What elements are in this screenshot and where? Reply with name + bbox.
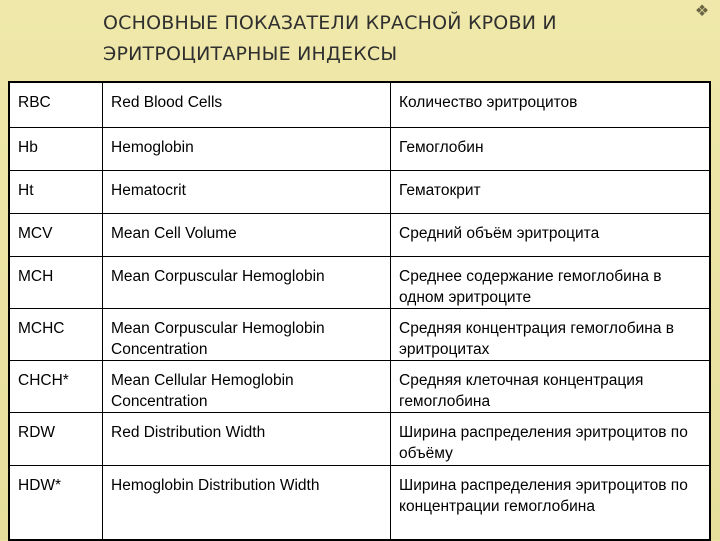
table-row (9, 308, 710, 360)
abbr-cell: Ht (9, 170, 103, 213)
english-cell: Hemoglobin (103, 127, 391, 170)
table-row (9, 360, 710, 412)
abbr-cell: RBC (9, 82, 103, 127)
corner-ornament-icon: ❖ (694, 3, 710, 20)
russian-cell: Гематокрит (391, 170, 711, 213)
abbr-cell: MCHC (9, 308, 103, 360)
english-cell: Mean Corpuscular Hemoglobin Concentration (103, 308, 391, 360)
russian-cell: Средняя клеточная концентрация гемоглобина (391, 360, 711, 412)
table-row (9, 256, 710, 308)
russian-cell: Средняя концентрация гемоглобина в эритроцитах (391, 308, 711, 360)
english-cell: Hematocrit (103, 170, 391, 213)
russian-cell: Ширина распределения эритроцитов по объёму (391, 412, 711, 465)
english-cell: Mean Cellular Hemoglobin Concentration (103, 360, 391, 412)
english-cell: Hemoglobin Distribution Width (103, 465, 391, 540)
abbr-cell: Hb (9, 127, 103, 170)
abbr-cell: CHCH* (9, 360, 103, 412)
russian-cell: Ширина распределения эритроцитов по концентрации гемоглобина (391, 465, 711, 540)
english-cell: Red Distribution Width (103, 412, 391, 465)
abbr-cell: RDW (9, 412, 103, 465)
abbr-cell: HDW* (9, 465, 103, 540)
russian-cell: Средний объём эритроцита (391, 213, 711, 256)
slide-title (103, 8, 623, 70)
english-cell: Mean Cell Volume (103, 213, 391, 256)
english-cell: Mean Corpuscular Hemoglobin (103, 256, 391, 308)
slide-title-line-2: ЭРИТРОЦИТАРНЫЕ ИНДЕКСЫ (103, 43, 398, 65)
russian-cell: Среднее содержание гемоглобина в одном эритроците (391, 256, 711, 308)
table-row (9, 412, 710, 465)
russian-cell: Гемоглобин (391, 127, 711, 170)
slide-title-line-1: ОСНОВНЫЕ ПОКАЗАТЕЛИ КРАСНОЙ КРОВИ И (103, 12, 557, 34)
russian-cell: Количество эритроцитов (391, 82, 711, 127)
table-row (9, 213, 710, 256)
table-row (9, 465, 710, 540)
table-row (9, 170, 710, 213)
table-row (9, 82, 710, 127)
table-row (9, 127, 710, 170)
red-blood-indices-table (8, 81, 711, 541)
english-cell: Red Blood Cells (103, 82, 391, 127)
abbr-cell: MCV (9, 213, 103, 256)
abbr-cell: MCH (9, 256, 103, 308)
